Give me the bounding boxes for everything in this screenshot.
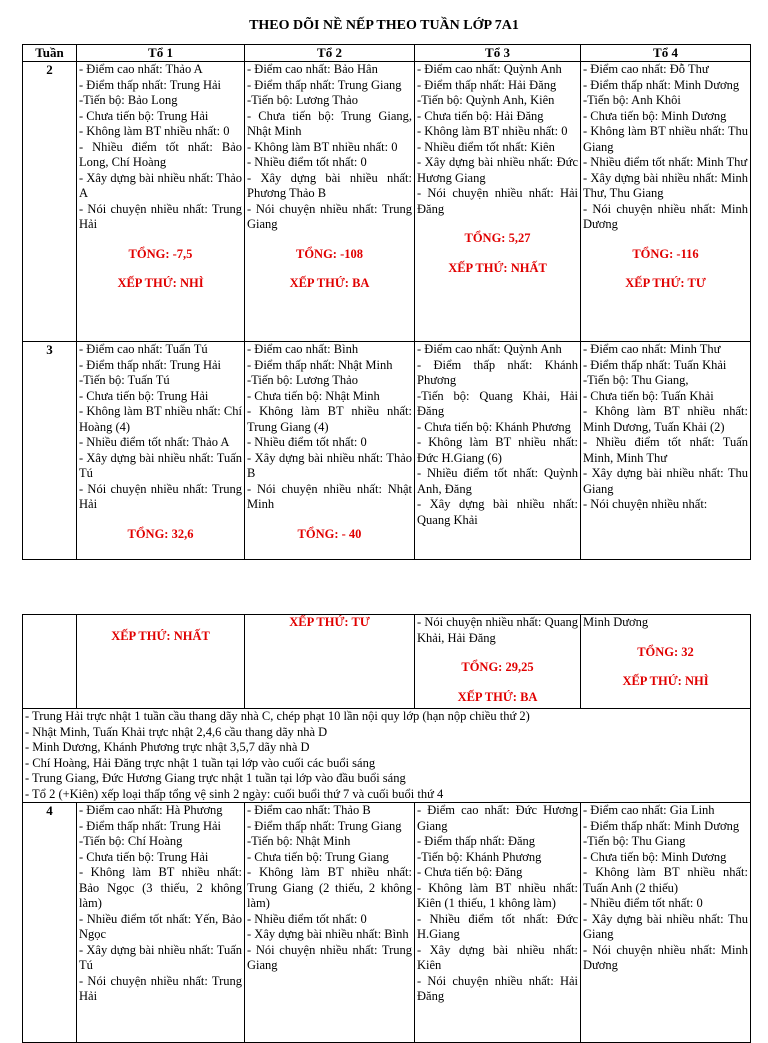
- table-row-week-2: [23, 62, 751, 342]
- header-group-2: Tổ 2: [245, 45, 415, 62]
- list-item: - Xây dựng bài nhiều nhất: Bình: [247, 927, 409, 941]
- list-item: - Nói chuyện nhiều nhất: Trung Hải: [79, 973, 242, 1003]
- header-row: [23, 45, 751, 62]
- total: TỔNG: -116: [632, 246, 699, 261]
- list-item: -Tiến bộ: Nhật Minh: [247, 834, 351, 848]
- week4-group3-cell: [415, 803, 581, 1043]
- list-item: - Không làm BT nhiều nhất: Trung Giang (4): [247, 404, 412, 434]
- list-item: Minh Dương: [583, 615, 649, 629]
- list-item: - Chưa tiến bộ: Trung Hải: [79, 108, 209, 123]
- list-item: - Chưa tiến bộ: Minh Dương: [583, 849, 727, 864]
- list-item: - Chưa tiến bộ: Đăng: [417, 865, 523, 879]
- rank: XẾP THỨ: BA: [289, 276, 370, 290]
- list-item: - Điểm cao nhất: Hà Phương: [79, 803, 223, 817]
- rank: XẾP THỨ: NHÌ: [117, 276, 204, 290]
- week4-group4-cell: [581, 803, 751, 1043]
- list-item: - Không làm BT nhiều nhất: Minh Dương, Tuấn Khải (2): [583, 404, 748, 434]
- list-item: - Nhật Minh, Tuấn Khải trực nhật 2,4,6 cầu thang dãy nhà D: [25, 724, 328, 739]
- list-item: - Chưa tiến bộ: Nhật Minh: [247, 388, 380, 403]
- table-page-2: [22, 614, 751, 1043]
- list-item: - Điểm thấp nhất: Trung Giang: [247, 77, 402, 92]
- list-item: - Minh Dương, Khánh Phương trực nhật 3,5,7 dãy nhà D: [25, 740, 310, 754]
- list-item: - Xây dựng bài nhiều nhất: Phương Thảo B: [247, 170, 412, 200]
- list-item: - Điểm thấp nhất: Trung Hải: [79, 818, 222, 833]
- list-item: - Điểm thấp nhất: Trung Giang: [247, 818, 402, 833]
- total: TỔNG: -7,5: [128, 246, 193, 261]
- week2-group2-cell: [245, 62, 415, 342]
- total: TỔNG: 32,6: [127, 526, 194, 541]
- week-empty: [23, 615, 77, 709]
- list-item: -Tiến bộ: Bảo Long: [79, 93, 178, 107]
- table-row-week-3: [23, 342, 751, 560]
- page-title: THEO DÕI NỀ NẾP THEO TUẦN LỚP 7A1: [249, 18, 519, 33]
- list-item: - Điểm cao nhất: Bình: [247, 342, 359, 356]
- list-item: - Nói chuyện nhiều nhất: Nhật Minh: [247, 481, 412, 511]
- list-item: - Điểm cao nhất: Gia Linh: [583, 803, 715, 817]
- list-item: - Điểm cao nhất: Đỗ Thư: [583, 62, 709, 76]
- week-number: 2: [23, 62, 77, 342]
- table-row-week-4: [23, 803, 751, 1043]
- table-row-week-3-cont: [23, 615, 751, 709]
- week3-group1-cont: [77, 615, 245, 709]
- rank: XẾP THỨ: TƯ: [289, 615, 370, 629]
- list-item: - Điểm thấp nhất: Nhật Minh: [247, 357, 393, 372]
- list-item: - Nhiều điểm tốt nhất: Đức H.Giang: [417, 911, 578, 941]
- list-item: - Chưa tiến bộ: Tuấn Khải: [583, 388, 714, 403]
- list-item: - Điểm cao nhất: Bảo Hân: [247, 62, 378, 76]
- list-item: - Nói chuyện nhiều nhất: Minh Dương: [583, 201, 748, 231]
- list-item: - Nói chuyện nhiều nhất: Trung Hải: [79, 481, 242, 511]
- week3-group4-cell: [581, 342, 751, 560]
- list-item: - Điểm thấp nhất: Khánh Phương: [417, 357, 578, 387]
- week3-group3-cont: [415, 615, 581, 709]
- list-item: - Nói chuyện nhiều nhất: Hải Đăng: [417, 973, 578, 1003]
- list-item: - Nhiều điểm tốt nhất: 0: [247, 155, 367, 169]
- list-item: - Xây dựng bài nhiều nhất: Quang Khải: [417, 497, 578, 527]
- rank: XẾP THỨ: TƯ: [625, 276, 706, 290]
- list-item: - Xây dựng bài nhiều nhất: Tuấn Tú: [79, 450, 242, 480]
- list-item: - Xây dựng bài nhiều nhất: Kiên: [417, 942, 578, 972]
- list-item: - Điểm thấp nhất: Hải Đăng: [417, 77, 557, 92]
- list-item: - Nhiều điểm tốt nhất: Tuấn Minh, Minh Thư: [583, 435, 748, 465]
- list-item: - Chưa tiến bộ: Hải Đăng: [417, 108, 544, 123]
- list-item: -Tiến bộ: Thu Giang,: [583, 373, 689, 387]
- list-item: - Chưa tiến bộ: Minh Dương: [583, 108, 727, 123]
- list-item: - Nhiều điểm tốt nhất: Quỳnh Anh, Đăng: [417, 466, 578, 496]
- list-item: - Xây dựng bài nhiều nhất: Thảo A: [79, 170, 242, 200]
- list-item: - Nhiều điểm tốt nhất: 0: [583, 896, 703, 910]
- list-item: - Không làm BT nhiều nhất: 0: [417, 124, 568, 138]
- list-item: - Điểm cao nhất: Đức Hương Giang: [417, 803, 578, 833]
- week3-group1-cell: [77, 342, 245, 560]
- list-item: - Không làm BT nhiều nhất: Trung Giang (2 thiếu, 2 không làm): [247, 865, 412, 910]
- list-item: - Nhiều điểm tốt nhất: 0: [247, 911, 367, 926]
- list-item: - Xây dựng bài nhiều nhất: Thu Giang: [583, 911, 748, 941]
- week4-group2-cell: [245, 803, 415, 1043]
- list-item: - Tổ 2 (+Kiên) xếp loại thấp tổng vệ sinh 2 ngày: cuối buổi thứ 7 và cuối buổi thứ 4: [25, 786, 444, 801]
- list-item: - Điểm thấp nhất: Đăng: [417, 834, 536, 848]
- list-item: - Điểm cao nhất: Quỳnh Anh: [417, 342, 562, 356]
- list-item: - Nhiều điểm tốt nhất: Thảo A: [79, 435, 230, 449]
- rank: XẾP THỨ: BA: [457, 689, 538, 704]
- list-item: - Không làm BT nhiều nhất: 0: [247, 139, 398, 154]
- list-item: - Điểm thấp nhất: Tuấn Khải: [583, 357, 727, 372]
- list-item: - Điểm cao nhất: Quỳnh Anh: [417, 62, 562, 76]
- list-item: - Điểm thấp nhất: Trung Hải: [79, 357, 222, 372]
- list-item: - Nhiều điểm tốt nhất: Minh Thư: [583, 155, 748, 169]
- list-item: - Không làm BT nhiều nhất: Kiên (1 thiếu, 1 không làm): [417, 880, 578, 910]
- list-item: - Không làm BT nhiều nhất: Đức H.Giang (6): [417, 435, 578, 465]
- list-item: - Trung Hải trực nhật 1 tuần cầu thang dãy nhà C, chép phạt 10 lần nội quy lớp (hạn nộp chiều thứ 2): [25, 709, 530, 723]
- list-item: - Chưa tiến bộ: Trung Hải: [79, 388, 209, 403]
- list-item: - Nhiều điểm tốt nhất: 0: [247, 435, 367, 449]
- list-item: - Xây dựng bài nhiều nhất: Tuấn Tú: [79, 942, 242, 972]
- list-item: - Nhiều điểm tốt nhất: Yến, Bảo Ngọc: [79, 911, 242, 941]
- list-item: -Tiến bộ: Lương Thảo: [247, 93, 358, 107]
- list-item: - Nói chuyện nhiều nhất: Quang Khải, Hải Đăng: [417, 615, 578, 645]
- list-item: - Không làm BT nhiều nhất: Tuấn Anh (2 thiếu): [583, 865, 748, 895]
- week2-group4-cell: [581, 62, 751, 342]
- table-page-1: [22, 44, 751, 560]
- list-item: - Nói chuyện nhiều nhất: Trung Hải: [79, 201, 242, 231]
- list-item: - Không làm BT nhiều nhất: Thu Giang: [583, 124, 748, 154]
- week3-group2-cont: [245, 615, 415, 709]
- list-item: - Chưa tiến bộ: Trung Giang, Nhật Minh: [247, 108, 412, 138]
- header-group-1: Tổ 1: [77, 45, 245, 62]
- list-item: - Điểm cao nhất: Thảo A: [79, 62, 203, 76]
- list-item: - Nói chuyện nhiều nhất: Hải Đăng: [417, 186, 578, 216]
- list-item: -Tiến bộ: Chí Hoàng: [79, 834, 183, 848]
- total: TỔNG: - 40: [297, 526, 362, 541]
- week3-group2-cell: [245, 342, 415, 560]
- week2-group1-cell: [77, 62, 245, 342]
- list-item: -Tiến bộ: Thu Giang: [583, 834, 686, 848]
- list-item: - Chưa tiến bộ: Khánh Phương: [417, 419, 571, 434]
- list-item: - Trung Giang, Đức Hương Giang trực nhật 1 tuần tại lớp vào đầu buổi sáng: [25, 771, 406, 785]
- list-item: - Xây dựng bài nhiều nhất: Minh Thư, Thu Giang: [583, 170, 748, 200]
- list-item: - Không làm BT nhiều nhất: Bảo Ngọc (3 thiếu, 2 không làm): [79, 865, 242, 910]
- list-item: - Nói chuyện nhiều nhất: Minh Dương: [583, 942, 748, 972]
- week3-group3-cell: [415, 342, 581, 560]
- total: TỔNG: 32: [637, 644, 694, 659]
- list-item: - Nhiều điểm tốt nhất: Bảo Long, Chí Hoàng: [79, 139, 242, 169]
- list-item: - Điểm cao nhất: Minh Thư: [583, 342, 721, 356]
- notes-cell: [23, 709, 751, 803]
- week4-group1-cell: [77, 803, 245, 1043]
- week3-group4-cont: [581, 615, 751, 709]
- list-item: - Điểm thấp nhất: Minh Dương: [583, 818, 740, 833]
- list-item: - Chưa tiến bộ: Trung Giang: [247, 849, 389, 864]
- week2-group3-cell: [415, 62, 581, 342]
- list-item: -Tiến bộ: Quang Khải, Hải Đăng: [417, 388, 578, 418]
- week-number: 4: [23, 803, 77, 1043]
- list-item: - Điểm cao nhất: Tuấn Tú: [79, 342, 208, 356]
- total: TỔNG: 5,27: [464, 231, 531, 245]
- list-item: -Tiến bộ: Tuấn Tú: [79, 373, 170, 387]
- list-item: - Không làm BT nhiều nhất: Chí Hoàng (4): [79, 404, 242, 434]
- list-item: -Tiến bộ: Quỳnh Anh, Kiên: [417, 93, 555, 107]
- header-group-4: Tổ 4: [581, 45, 751, 62]
- total: TỔNG: 29,25: [461, 660, 534, 674]
- total: TỔNG: -108: [295, 246, 363, 261]
- list-item: - Nói chuyện nhiều nhất: Trung Giang: [247, 942, 412, 972]
- rank: XẾP THỨ: NHÌ: [622, 674, 709, 688]
- list-item: - Xây dựng bài nhiều nhất: Đức Hương Giang: [417, 155, 578, 185]
- list-item: -Tiến bộ: Anh Khôi: [583, 93, 681, 107]
- rank: XẾP THỨ: NHẤT: [448, 260, 547, 275]
- list-item: - Không làm BT nhiều nhất: 0: [79, 124, 230, 138]
- notes-row: [23, 709, 751, 803]
- header-group-3: Tổ 3: [415, 45, 581, 62]
- list-item: -Tiến bộ: Khánh Phương: [417, 849, 542, 864]
- list-item: - Nói chuyện nhiều nhất: Trung Giang: [247, 201, 412, 231]
- list-item: -Tiến bộ: Lương Thảo: [247, 373, 358, 387]
- list-item: - Nhiều điểm tốt nhất: Kiên: [417, 139, 555, 154]
- list-item: - Điểm thấp nhất: Trung Hải: [79, 77, 222, 92]
- rank: XẾP THỨ: NHẤT: [111, 629, 210, 643]
- header-week: Tuần: [23, 45, 77, 62]
- list-item: - Chí Hoàng, Hải Đăng trực nhật 1 tuần tại lớp vào cuối các buổi sáng: [25, 755, 376, 770]
- list-item: - Nói chuyện nhiều nhất:: [583, 497, 708, 511]
- week-number: 3: [23, 342, 77, 560]
- list-item: - Xây dựng bài nhiều nhất: Thảo B: [247, 450, 412, 480]
- list-item: - Điểm thấp nhất: Minh Dương: [583, 77, 740, 92]
- list-item: - Xây dựng bài nhiều nhất: Thu Giang: [583, 466, 748, 496]
- list-item: - Chưa tiến bộ: Trung Hải: [79, 849, 209, 864]
- list-item: - Điểm cao nhất: Thảo B: [247, 803, 371, 817]
